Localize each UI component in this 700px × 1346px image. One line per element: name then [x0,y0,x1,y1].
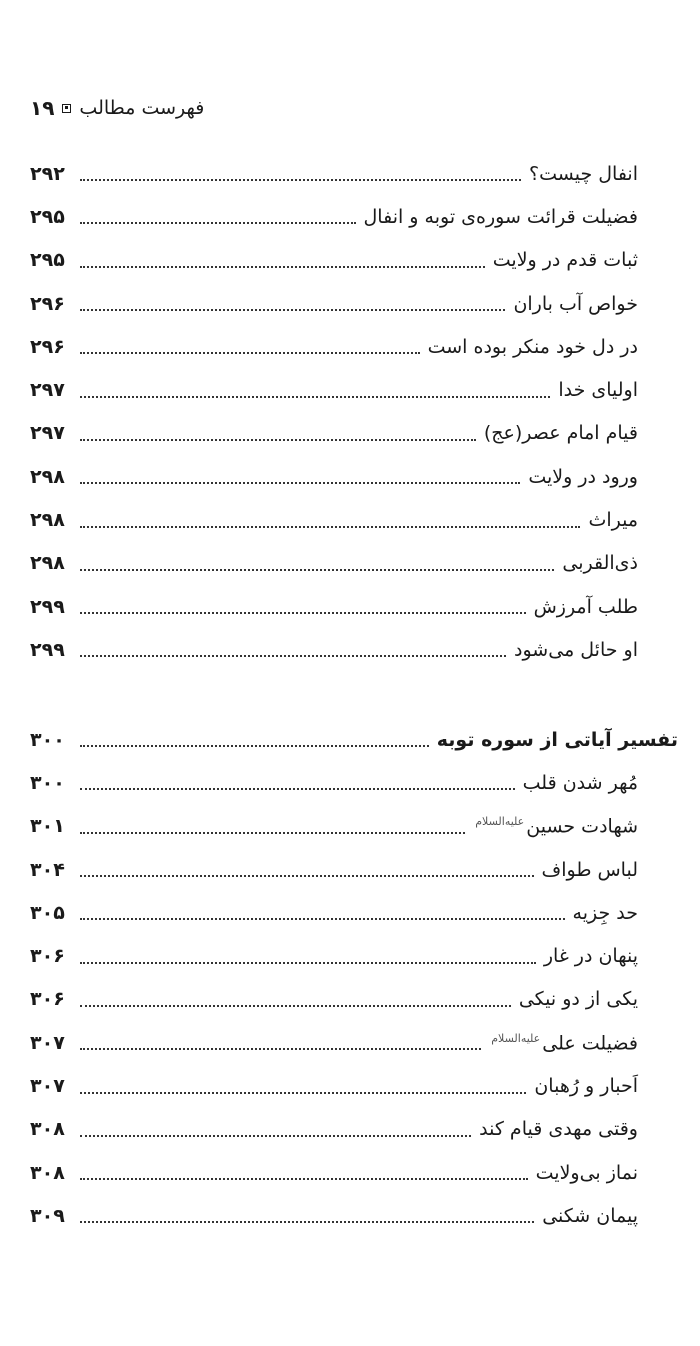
toc-row [30,1194,638,1237]
toc-page-number: ۳۰۱ [30,815,65,838]
toc-row [30,628,638,671]
toc-entry-title [534,1075,638,1097]
dot-leader [80,438,476,441]
toc-entry-text: خواص آب باران [513,292,638,315]
toc-page-number: ۲۹۹ [30,595,65,618]
toc-row [30,978,638,1021]
toc-page-number: ۲۹۸ [30,509,65,532]
toc-entry-title [573,902,638,924]
toc-page-number: ۳۰۰ [30,728,65,751]
dot-leader [80,308,505,311]
toc-entry-text: فضیلت علی [542,1031,638,1054]
toc-page-number: ۳۰۵ [30,901,65,924]
toc-row [30,368,638,411]
dot-leader [80,525,580,528]
toc-entry-title [558,379,638,401]
toc-page-number: ۳۰۸ [30,1161,65,1184]
toc-page-number: ۲۹۸ [30,465,65,488]
toc-entry-title [514,639,638,661]
toc-entry-title [364,206,639,228]
toc-row [30,934,638,977]
dot-leader [80,1047,481,1050]
dot-leader [80,831,465,834]
honorific-ligature: علیه‌السلام [475,815,525,829]
toc-entry-title [484,422,638,444]
toc-entry-text: لباس طواف [541,858,638,881]
dot-leader [80,568,554,571]
toc-entry-text: یکی از دو نیکی [518,988,638,1011]
toc-row [30,282,638,325]
toc-page-number: ۲۹۵ [30,205,65,228]
toc-entry-text: اولیای خدا [558,379,638,402]
toc-entry-title [528,466,638,488]
toc-row [30,1151,638,1194]
toc-entry-text: نماز بی‌ولایت [535,1161,638,1184]
toc-page-number: ۲۹۶ [30,335,65,358]
toc-page-number: ۲۹۲ [30,162,65,185]
toc-entry-title [529,163,638,185]
toc-entry-text: انفال چیست؟ [529,162,638,185]
toc-page-number: ۲۹۷ [30,422,65,445]
toc-entry-title [493,249,638,271]
toc-row [30,152,638,195]
toc-entry-title [513,293,638,315]
toc-row [30,542,638,585]
toc-entry-text: ثبات قدم در ولایت [492,249,638,272]
toc-entry-text: در دل خود منکر بوده است [427,335,638,358]
toc-heading-row [30,718,678,761]
dot-leader [80,1091,526,1094]
toc-entry-text: ورود در ولایت [528,465,638,488]
toc-page-number: ۳۰۷ [30,1075,65,1098]
toc-entry-text: میراث [588,509,638,532]
dot-leader [80,611,526,614]
toc-row [30,585,638,628]
toc-entry-title [562,552,638,574]
toc-entry-text: حد جِزیه [572,901,638,924]
toc-page-number: ۲۹۶ [30,292,65,315]
toc-entry-title [544,945,638,967]
toc-page-number: ۲۹۹ [30,638,65,661]
toc-entry-title [588,509,638,531]
toc-row [30,761,638,804]
toc-entry-text: مُهر شدن قلب [522,771,638,794]
toc-entry-title [536,1162,638,1184]
toc-entry-title [534,596,638,618]
toc-entry-text: پنهان در غار [543,945,638,968]
dot-leader [80,351,420,354]
toc-page-number: ۳۰۸ [30,1118,65,1141]
toc-entry-text: پیمان شکنی [542,1204,638,1227]
toc-row [30,891,638,934]
toc-row [30,1064,638,1107]
toc-row [30,1108,638,1151]
toc-page-number: ۳۰۰ [30,771,65,794]
dot-leader [80,654,506,657]
dot-leader [80,265,485,268]
toc-row [30,498,638,541]
dot-leader [80,787,515,790]
page-number: ۱۹ [30,96,55,120]
toc-entry-text: تفسیر آیاتی از سوره توبه [436,728,678,751]
dot-leader [80,917,565,920]
dot-leader [80,744,429,747]
toc-entry-title [473,815,638,837]
dot-leader [80,961,536,964]
header-title: فهرست مطالب [79,97,205,119]
toc-entry-text: طلب آمرزش [533,595,638,618]
toc-row [30,848,638,891]
honorific-ligature: علیه‌السلام [491,1031,541,1045]
toc-entry-text: قیام امام عصر(عج) [483,422,638,445]
dot-leader [80,178,521,181]
toc-entry-text: فضیلت قرائت سوره‌ی توبه و انفال [363,205,638,228]
toc-row [30,239,638,282]
toc-entry-text: شهادت حسین [526,815,638,838]
dot-leader [80,221,356,224]
toc-page-number: ۳۰۷ [30,1031,65,1054]
toc-entry-title [479,1118,638,1140]
toc-row [30,805,638,848]
toc-entry-title [489,1032,638,1054]
toc-page-number: ۳۰۶ [30,988,65,1011]
toc-entry-title [542,1205,638,1227]
toc-section-tawbah [30,718,678,1238]
toc-page-number: ۲۹۵ [30,249,65,272]
toc-entry-title [523,772,638,794]
toc-entry-title [428,336,638,358]
toc-entry-text: اَحبار و رُهبان [534,1075,638,1098]
toc-row [30,1021,638,1064]
toc-entry-title [542,859,638,881]
toc-entry-title [437,729,678,751]
dot-leader [80,1177,528,1180]
dot-leader [80,874,534,877]
dot-leader [80,1004,511,1007]
toc-page-number: ۲۹۸ [30,552,65,575]
toc-entry-text: وقتی مهدی قیام کند [479,1118,638,1141]
toc-row [30,195,638,238]
toc-entry-text: ذی‌القربی [562,552,638,575]
dot-leader [80,395,550,398]
square-bullet-icon [62,104,71,113]
dot-leader [80,1220,534,1223]
toc-entry-text: او حائل می‌شود [514,638,638,661]
toc-entry-title [519,988,638,1010]
toc-section-anfal [30,152,638,672]
toc-page-number: ۳۰۴ [30,858,65,881]
toc-page-number: ۲۹۷ [30,379,65,402]
toc-row [30,455,638,498]
toc-page-number: ۳۰۹ [30,1204,65,1227]
toc-row [30,325,638,368]
dot-leader [80,481,520,484]
page-header [30,93,230,123]
dot-leader [80,1134,471,1137]
toc-page-number: ۳۰۶ [30,945,65,968]
toc-row [30,412,638,455]
